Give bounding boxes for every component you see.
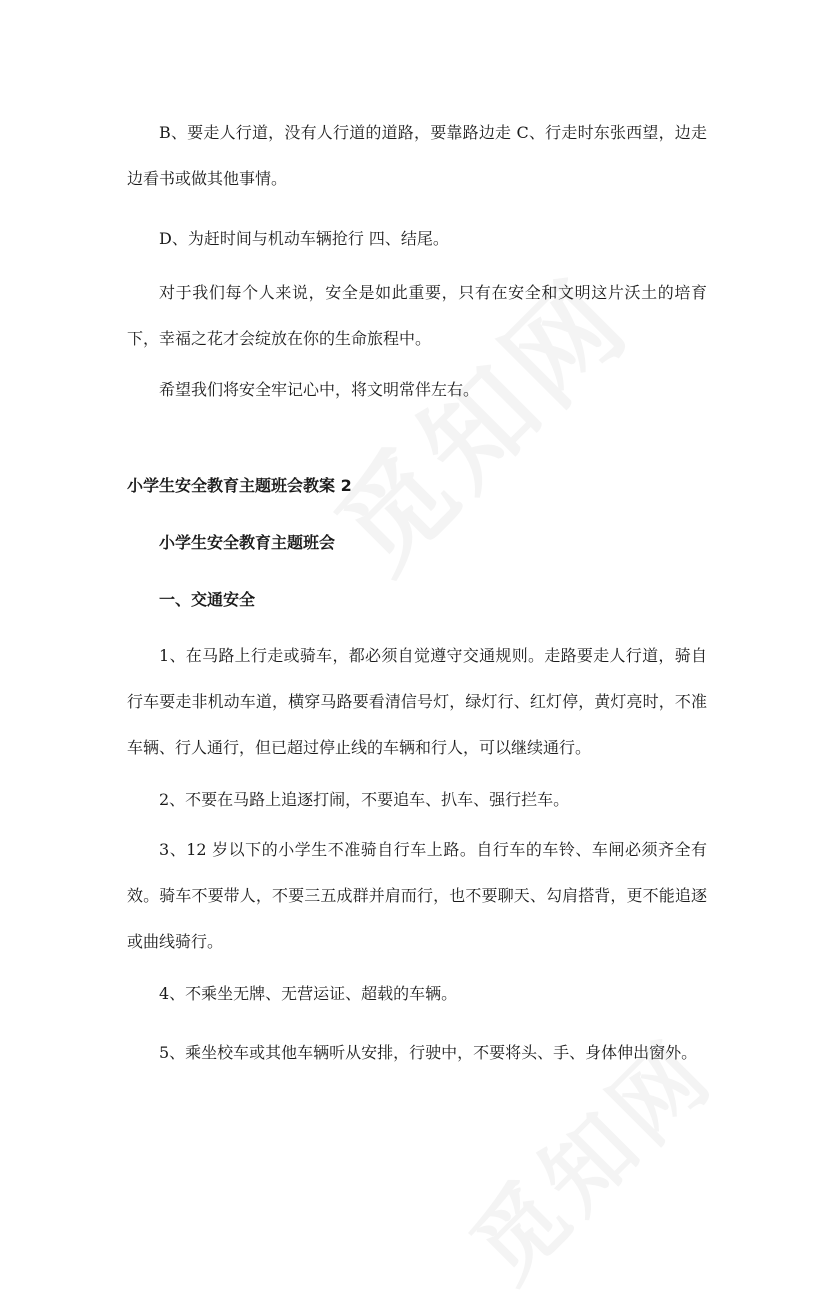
paragraph: 希望我们将安全牢记心中，将文明常伴左右。 [159,380,480,399]
list-item: 3、12 岁以下的小学生不准骑自行车上路。自行车的车铃、车闸必须齐全有效。骑车不要带人，不要三五成群并肩而行，也不要聊天、勾肩搭背，更不能追逐或曲线骑行。 [127,840,707,951]
paragraph: D、为赶时间与机动车辆抢行 四、结尾。 [159,229,449,248]
list-item: 1、在马路上行走或骑车，都必须自觉遵守交通规则。走路要走人行道，骑自行车要走非机动车道，横穿马路要看清信号灯，绿灯行、红灯停，黄灯亮时，不准车辆、行人通行，但已超过停止线的车辆和行人，可以继续通行。 [127,646,707,757]
paragraph: 对于我们每个人来说，安全是如此重要，只有在安全和文明这片沃土的培育下，幸福之花才会绽放在你的生命旅程中。 [127,283,707,348]
list-item: 5、乘坐校车或其他车辆听从安排，行驶中，不要将头、手、身体伸出窗外。 [159,1043,698,1062]
list-item: 2、不要在马路上追逐打闹，不要追车、扒车、强行拦车。 [159,790,570,809]
paragraph: B、要走人行道，没有人行道的道路，要靠路边走 C、行走时东张西望，边走边看书或做其他事情。 [127,123,707,188]
section-title: 小学生安全教育主题班会教案 2 [127,476,352,495]
subtitle: 小学生安全教育主题班会 [159,533,336,552]
list-item: 4、不乘坐无牌、无营运证、超载的车辆。 [159,984,458,1003]
heading-traffic-safety: 一、交通安全 [159,590,256,609]
